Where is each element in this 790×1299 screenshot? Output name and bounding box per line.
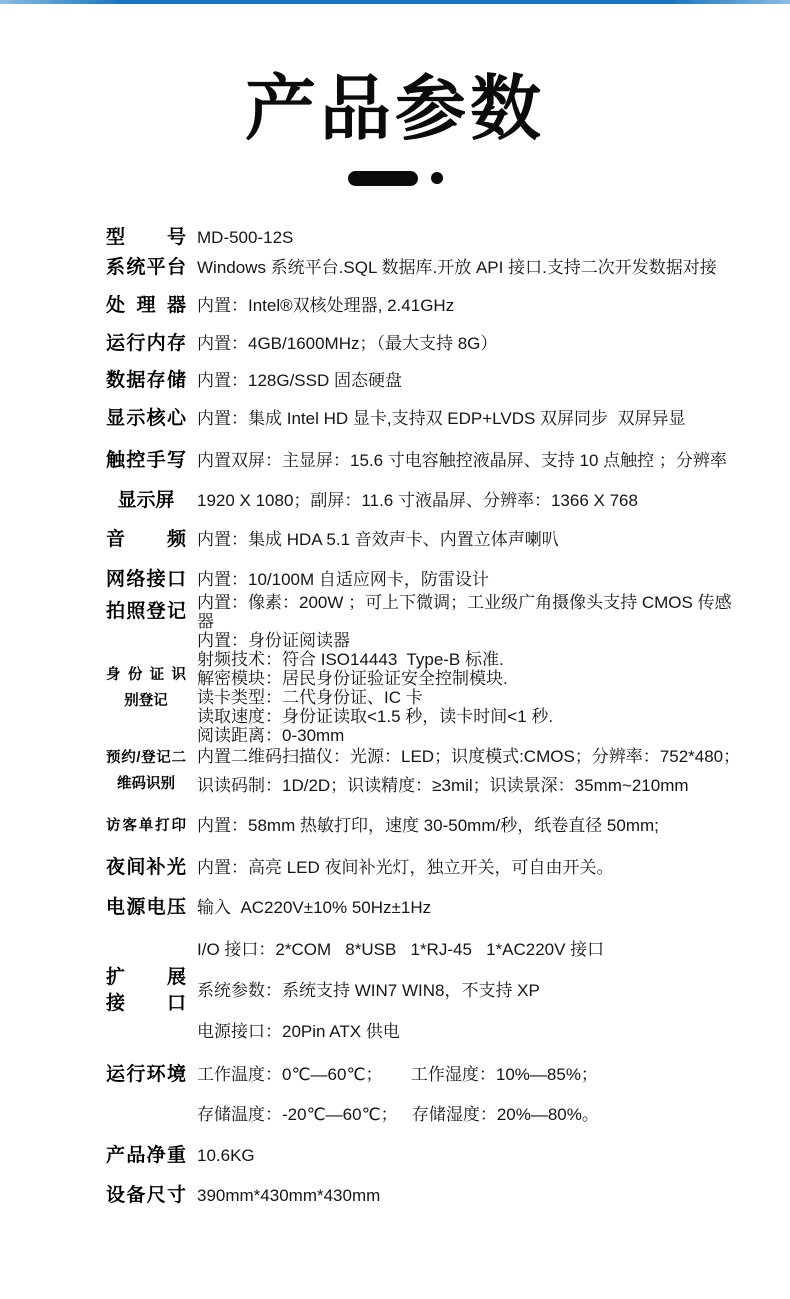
spec-row <box>106 816 776 836</box>
spec-label-line: 夜间补光 <box>106 857 186 878</box>
spec-label <box>106 602 186 622</box>
spec-label <box>106 1065 186 1085</box>
spec-value-line: 识读码制：1D/2D；识读精度：≥3mil；识读景深：35mm~210mm <box>197 775 689 795</box>
spec-label-line: 运行内存 <box>106 333 186 354</box>
spec-row <box>106 858 776 878</box>
spec-value <box>197 816 776 836</box>
spec-row <box>106 1186 776 1206</box>
spec-row <box>106 451 776 471</box>
spec-label <box>106 745 186 797</box>
spec-value <box>197 1065 776 1125</box>
spec-label <box>106 409 186 429</box>
spec-label-line: 触控手写 <box>106 450 186 471</box>
spec-label-line: 显示屏 <box>117 490 175 511</box>
spec-row <box>106 631 776 745</box>
spec-value-line: 内置：高亮 LED 夜间补光灯，独立开关，可自由开关。 <box>197 858 614 877</box>
spec-label <box>106 258 186 278</box>
spec-value-line: 系统参数：系统支持 WIN7 WIN8，不支持 XP <box>197 981 540 1000</box>
spec-label-line: 型 号 <box>106 227 186 248</box>
spec-row <box>106 228 776 248</box>
spec-label <box>106 296 186 316</box>
spec-value-line: 内置：像素：200W ；可上下微调；工业级广角摄像头支持 CMOS 传感 <box>197 593 732 612</box>
spec-label-line: 系统平台 <box>106 257 186 278</box>
spec-value-line: 内置：10/100M 自适应网卡，防雷设计 <box>197 570 489 589</box>
spec-value-line: 器 <box>197 612 214 631</box>
spec-value <box>197 334 776 354</box>
spec-value-line: Windows 系统平台.SQL 数据库.开放 API 接口.支持二次开发数据对接 <box>197 258 717 277</box>
spec-label <box>106 570 186 590</box>
spec-label <box>106 451 186 471</box>
spec-label <box>106 858 186 878</box>
spec-value-line: 内置：集成 HDA 5.1 音效声卡、内置立体声喇叭 <box>197 530 559 549</box>
spec-label-line: 显示核心 <box>106 408 186 429</box>
spec-row <box>106 1065 776 1125</box>
spec-value <box>197 530 776 550</box>
spec-value-line: MD-500-12S <box>197 228 294 247</box>
spec-row <box>106 593 776 631</box>
spec-row <box>106 745 776 797</box>
spec-value-line: 内置：4GB/1600MHz；（最大支持 8G） <box>197 334 498 353</box>
spec-row <box>106 258 776 278</box>
spec-value <box>197 570 776 590</box>
spec-value-line: 输入 AC220V±10% 50Hz±1Hz <box>197 898 432 917</box>
spec-value <box>197 491 776 511</box>
spec-label <box>106 491 186 511</box>
spec-label <box>106 371 186 391</box>
spec-value <box>197 451 776 471</box>
spec-label-line: 音 频 <box>106 529 186 550</box>
spec-value-line: 读卡类型：二代身份证、IC 卡 <box>197 688 423 707</box>
spec-value-line: 10.6KG <box>197 1146 255 1165</box>
spec-label-line: 运行环境 <box>106 1064 186 1085</box>
spec-value <box>197 258 776 278</box>
spec-value-line: 电源接口：20Pin ATX 供电 <box>197 1022 400 1041</box>
spec-value-line: 内置：集成 Intel HD 显卡,支持双 EDP+LVDS 双屏同步 双屏异显 <box>197 409 686 428</box>
top-accent-bar <box>0 0 790 4</box>
spec-row <box>106 570 776 590</box>
spec-value-line: 内置双屏：主显屏：15.6 寸电容触控液晶屏、支持 10 点触控 ；分辨率 <box>197 451 727 470</box>
spec-label-line: 处 理 器 <box>106 295 186 316</box>
spec-label <box>106 334 186 354</box>
spec-value-line: 390mm*430mm*430mm <box>197 1186 381 1205</box>
spec-row <box>106 530 776 550</box>
spec-row <box>106 491 776 511</box>
spec-label <box>106 816 186 836</box>
spec-value <box>197 858 776 878</box>
spec-label-line: 产品净重 <box>106 1145 186 1166</box>
spec-value <box>197 898 776 918</box>
page-title: 产品参数 <box>244 70 545 149</box>
spec-value <box>197 940 776 1042</box>
spec-value-line: 1920 X 1080；副屏：11.6 寸液晶屏、分辨率：1366 X 768 <box>197 491 638 510</box>
spec-row <box>106 898 776 918</box>
spec-value <box>197 1146 776 1166</box>
spec-label-line: 数据存储 <box>106 370 186 391</box>
spec-label <box>106 1146 186 1166</box>
spec-value-line: 内置：128G/SSD 固态硬盘 <box>197 371 402 390</box>
spec-value-line: 工作温度：0℃—60℃； 工作湿度：10%—85%； <box>197 1065 598 1084</box>
spec-value-line: 解密模块：居民身份证验证安全控制模块. <box>197 669 508 688</box>
spec-label-line: 接 口 <box>106 993 186 1014</box>
spec-value <box>197 296 776 316</box>
spec-value-line: 内置二维码扫描仪：光源：LED；识度模式:CMOS；分辨率：752*480； <box>197 746 741 766</box>
spec-row <box>106 371 776 391</box>
spec-label-line: 访客单打印 <box>106 818 186 834</box>
spec-label <box>106 530 186 550</box>
spec-value <box>197 747 776 796</box>
spec-label-line: 电源电压 <box>106 897 186 918</box>
spec-value-line: 内置：58mm 热敏打印，速度 30-50mm/秒，纸卷直径 50mm; <box>197 816 659 835</box>
spec-row <box>106 1146 776 1166</box>
spec-label <box>106 965 186 1017</box>
spec-label <box>106 898 186 918</box>
spec-value-line: 射频技术：符合 ISO14443 Type-B 标准. <box>197 650 504 669</box>
spec-label-line: 维码识别 <box>117 776 175 792</box>
spec-value-line: I/O 接口：2*COM 8*USB 1*RJ-45 1*AC220V 接口 <box>197 940 605 959</box>
spec-value <box>197 1186 776 1206</box>
spec-value <box>197 228 776 248</box>
spec-value-line: 阅读距离：0-30mm <box>197 726 345 745</box>
spec-label-line: 别登记 <box>124 693 168 709</box>
divider-bar-shape <box>348 171 418 186</box>
spec-label-line: 拍照登记 <box>106 601 186 622</box>
spec-row <box>106 296 776 316</box>
spec-value <box>197 593 776 631</box>
spec-row <box>106 940 776 1042</box>
spec-value <box>197 371 776 391</box>
spec-value-line: 存储温度：-20℃—60℃； 存储湿度：20%—80%。 <box>197 1105 599 1124</box>
divider-dot-shape <box>431 172 443 184</box>
spec-value <box>197 409 776 429</box>
spec-label <box>106 662 186 714</box>
spec-label-line: 身份证识 <box>106 667 186 683</box>
spec-value-line: 内置：Intel®双核处理器, 2.41GHz <box>197 296 455 315</box>
spec-label-line: 扩 展 <box>106 967 186 988</box>
spec-value-line: 读取速度：身份证读取<1.5 秒，读卡时间<1 秒. <box>197 707 554 726</box>
spec-label-line: 预约/登记二 <box>106 750 186 766</box>
spec-label-line: 网络接口 <box>106 569 186 590</box>
spec-row <box>106 334 776 354</box>
spec-value-line: 内置：身份证阅读器 <box>197 631 350 650</box>
spec-row <box>106 409 776 429</box>
spec-label <box>106 1186 186 1206</box>
spec-value <box>197 631 776 745</box>
spec-label <box>106 228 186 248</box>
title-divider <box>0 170 790 186</box>
spec-table <box>106 228 776 1206</box>
spec-label-line: 设备尺寸 <box>106 1185 186 1206</box>
